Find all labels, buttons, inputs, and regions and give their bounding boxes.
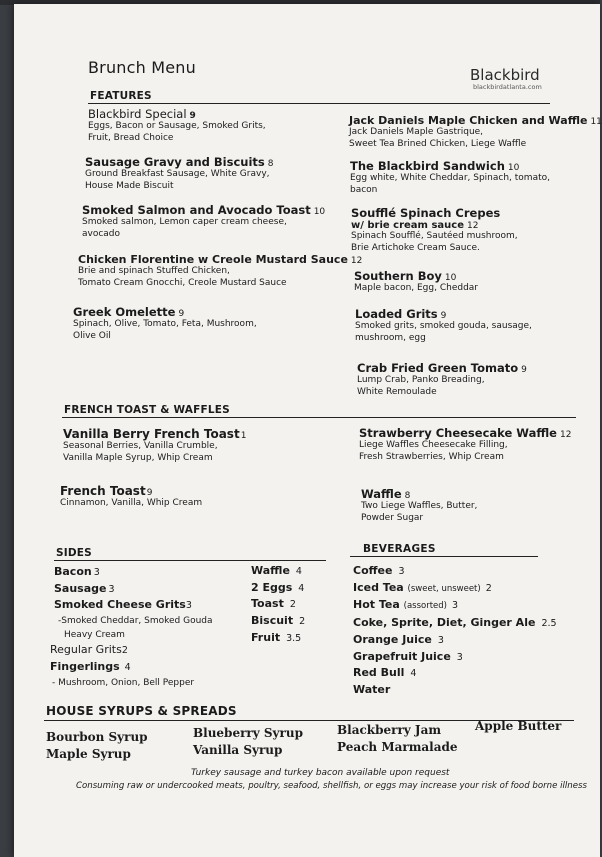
- item-price: 4: [410, 668, 417, 680]
- list-item: [353, 649, 557, 666]
- menu-item: [359, 426, 571, 463]
- item-price: 2: [485, 582, 492, 594]
- section-heading-beverages: BEVERAGES: [363, 543, 436, 555]
- list-item: [54, 597, 213, 614]
- list-item: Blueberry Syrup: [193, 726, 303, 740]
- beverages-list: [353, 563, 557, 698]
- item-price: 3.5: [286, 632, 302, 644]
- item-description: Eggs, Bacon or Sausage, Smoked Grits,: [88, 121, 266, 131]
- item-price: 4: [295, 566, 302, 577]
- list-item: Bourbon Syrup: [46, 730, 148, 744]
- item-name: Fruit: [251, 630, 281, 644]
- item-price: 3: [437, 634, 444, 646]
- list-item: [251, 613, 305, 630]
- list-item: [54, 581, 213, 598]
- list-item: [54, 564, 213, 581]
- menu-item: [60, 484, 202, 510]
- item-name: Strawberry Cheesecake Waffle: [359, 426, 557, 440]
- item-name: Vanilla Berry French Toast: [63, 427, 240, 441]
- item-price: 3: [456, 651, 463, 663]
- item-description: Brie and spinach Stuffed Chicken,: [78, 266, 230, 276]
- list-item: [251, 630, 305, 647]
- item-price: 9: [189, 111, 196, 121]
- item-description: Liege Waffles Cheesecake Filling,: [359, 440, 508, 450]
- item-name: Regular Grits: [50, 643, 122, 657]
- item-name: Greek Omelette: [73, 305, 176, 319]
- item-price: 3: [185, 600, 192, 612]
- item-name: Toast: [251, 597, 284, 611]
- item-description: Ground Breakfast Sausage, White Gravy,: [85, 169, 270, 179]
- item-price: 9: [178, 309, 185, 319]
- menu-item: [82, 203, 325, 240]
- item-description: Vanilla Maple Syrup, Whip Cream: [63, 452, 213, 463]
- item-price: 10: [507, 163, 520, 173]
- item-description: Tomato Cream Gnocchi, Creole Mustard Sauce: [78, 277, 287, 288]
- list-item: [251, 563, 305, 580]
- item-name: Waffle: [361, 487, 402, 501]
- syrups-column: [46, 729, 148, 763]
- item-name: Waffle: [251, 564, 290, 577]
- syrups-column: [193, 725, 303, 759]
- list-item: Blackberry Jam: [337, 723, 442, 737]
- menu-item: [85, 155, 274, 192]
- item-description: Smoked salmon, Lemon caper cream cheese,: [82, 217, 287, 227]
- divider: [54, 560, 326, 561]
- item-price: 1: [240, 431, 247, 441]
- item-subname: w/ brie cream sauce: [351, 220, 464, 231]
- item-name: French Toast: [60, 484, 146, 498]
- item-description: House Made Biscuit: [85, 180, 174, 191]
- page-title: Brunch Menu: [88, 58, 196, 77]
- item-name: Jack Daniels Maple Chicken and Waffle: [349, 114, 588, 127]
- item-description: Jack Daniels Maple Gastrique,: [349, 127, 484, 137]
- menu-item: [350, 159, 550, 196]
- menu-item: [63, 427, 246, 464]
- item-description: Spinach, Olive, Tomato, Feta, Mushroom,: [73, 319, 257, 329]
- item-description: Brie Artichoke Cream Sauce.: [351, 242, 480, 253]
- item-price: 10: [313, 207, 326, 217]
- item-description: Egg white, White Cheddar, Spinach, tomato,: [350, 173, 550, 183]
- item-name: The Blackbird Sandwich: [350, 159, 505, 173]
- menu-item: [78, 253, 362, 289]
- divider: [62, 417, 576, 418]
- menu-item: [354, 269, 478, 295]
- item-name: Iced Tea: [353, 580, 404, 594]
- item-price: 4: [298, 582, 305, 594]
- item-note: (assorted): [403, 601, 447, 612]
- item-name: Smoked Cheese Grits: [54, 598, 186, 612]
- list-item: [353, 632, 557, 649]
- item-name: Soufflé Spinach Crepes: [351, 206, 501, 220]
- list-item: [251, 596, 305, 613]
- item-name: Biscuit: [251, 614, 294, 628]
- item-description: - Mushroom, Onion, Bell Pepper: [52, 677, 195, 688]
- item-description: Fresh Strawberries, Whip Cream: [359, 451, 504, 462]
- item-price: 12: [559, 430, 572, 440]
- item-name: 2 Eggs: [251, 580, 293, 594]
- list-item: [251, 580, 305, 597]
- item-price: 2: [121, 645, 128, 657]
- menu-item: [349, 114, 602, 150]
- logo-url: blackbirdatlanta.com: [473, 83, 542, 91]
- item-price: 12: [466, 221, 479, 231]
- item-name: Southern Boy: [354, 269, 442, 283]
- section-heading-sides: SIDES: [56, 547, 92, 559]
- item-note: (sweet, unsweet): [407, 583, 481, 594]
- section-heading-features: FEATURES: [90, 90, 152, 102]
- item-description: Lump Crab, Panko Breading,: [357, 375, 485, 385]
- item-price: 9: [440, 311, 447, 321]
- list-item: [50, 642, 213, 659]
- item-description: Smoked grits, smoked gouda, sausage,: [355, 321, 532, 331]
- menu-item: [88, 107, 266, 144]
- item-name: Sausage: [54, 581, 107, 595]
- menu-item: [357, 361, 527, 398]
- item-description: Powder Sugar: [361, 512, 424, 523]
- item-price: 12: [350, 256, 363, 266]
- item-price: 3: [93, 567, 100, 578]
- item-price: 9: [146, 488, 153, 498]
- sides-list-2: [251, 563, 305, 647]
- item-name: Hot Tea: [353, 598, 400, 612]
- item-description: White Remoulade: [357, 386, 437, 397]
- logo: Blackbird: [470, 66, 540, 84]
- item-name: Orange Juice: [353, 632, 432, 646]
- item-price: 11: [590, 117, 602, 127]
- item-description: avocado: [82, 228, 121, 239]
- syrups-column: [475, 718, 561, 735]
- item-description: bacon: [350, 184, 378, 195]
- item-price: 3: [398, 566, 405, 577]
- item-description: Spinach Soufflé, Sautéed mushroom,: [351, 231, 518, 241]
- item-name: Coffee: [353, 564, 393, 577]
- section-heading-french-toast: FRENCH TOAST & WAFFLES: [64, 404, 230, 416]
- item-price: 10: [444, 273, 457, 283]
- item-price: 3: [451, 600, 459, 612]
- list-item: Apple Butter: [475, 719, 562, 733]
- item-name: Red Bull: [353, 666, 405, 680]
- item-name: Chicken Florentine w Creole Mustard Sauce: [78, 253, 348, 266]
- syrups-column: [337, 722, 458, 756]
- item-name: Smoked Salmon and Avocado Toast: [82, 203, 311, 217]
- item-name: Bacon: [54, 565, 92, 578]
- menu-item: [361, 487, 477, 524]
- list-item: Vanilla Syrup: [193, 743, 283, 757]
- list-item: [353, 563, 557, 580]
- item-name: Water: [353, 682, 391, 696]
- item-name: Crab Fried Green Tomato: [357, 361, 519, 375]
- divider: [350, 556, 538, 557]
- item-price: 8: [267, 159, 274, 169]
- item-description: Cinnamon, Vanilla, Whip Cream: [60, 498, 203, 508]
- item-price: 2: [289, 599, 296, 611]
- item-description: Maple bacon, Egg, Cheddar: [354, 283, 479, 293]
- item-name: Sausage Gravy and Biscuits: [85, 155, 265, 169]
- item-description: -Smoked Cheddar, Smoked Gouda: [58, 616, 213, 627]
- item-description: Olive Oil: [73, 330, 111, 341]
- item-description: Heavy Cream: [64, 630, 125, 641]
- divider: [88, 103, 550, 104]
- footer-warning: Consuming raw or undercooked meats, poultry, seafood, shellfish, or eggs may increase your risk of food borne illness: [76, 781, 587, 791]
- item-name: Fingerlings: [50, 659, 120, 673]
- item-price: 2.5: [541, 618, 557, 630]
- list-item: [50, 659, 213, 676]
- item-price: 4: [124, 661, 131, 673]
- item-price: 3: [108, 583, 115, 595]
- section-heading-syrups: HOUSE SYRUPS & SPREADS: [46, 704, 237, 718]
- item-description: Sweet Tea Brined Chicken, Liege Waffle: [349, 138, 527, 149]
- list-item: [353, 665, 557, 682]
- item-description: mushroom, egg: [355, 332, 426, 343]
- sides-list: [50, 564, 213, 691]
- list-item: Maple Syrup: [46, 747, 131, 761]
- list-item: [353, 580, 557, 598]
- item-name: Coke, Sprite, Diet, Ginger Ale: [353, 616, 536, 630]
- list-item: [353, 682, 557, 698]
- item-name: Grapefruit Juice: [353, 649, 451, 663]
- menu-item: [73, 305, 257, 342]
- item-description: Two Liege Waffles, Butter,: [361, 501, 478, 511]
- list-item: [353, 597, 557, 615]
- list-item: Peach Marmalade: [337, 740, 458, 754]
- footer-note: Turkey sausage and turkey bacon available upon request: [191, 768, 450, 778]
- item-name: Loaded Grits: [355, 307, 438, 321]
- item-price: 9: [521, 365, 527, 375]
- item-price: 8: [404, 491, 411, 501]
- item-price: 2: [299, 616, 306, 628]
- item-description: Seasonal Berries, Vanilla Crumble,: [63, 441, 218, 451]
- item-description: Fruit, Bread Choice: [88, 132, 174, 143]
- item-name: Blackbird Special: [88, 107, 187, 121]
- menu-item: [351, 206, 518, 254]
- menu-item: [355, 307, 532, 344]
- list-item: [353, 615, 557, 632]
